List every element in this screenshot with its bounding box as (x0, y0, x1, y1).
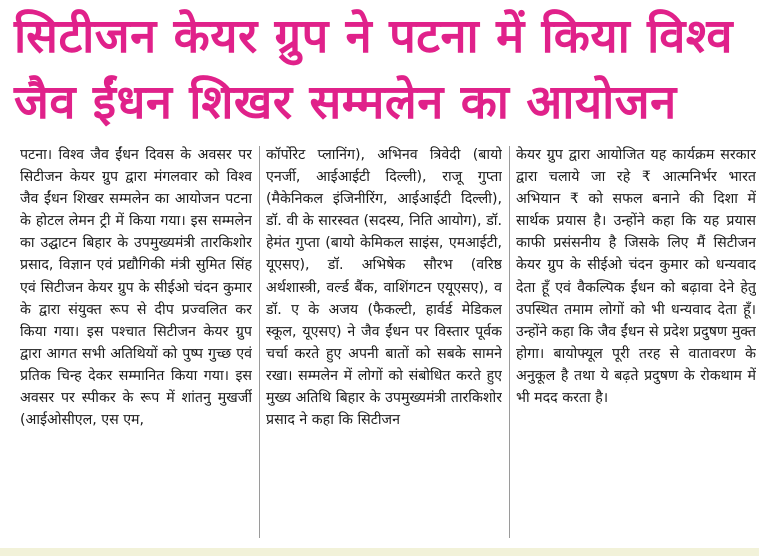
article-column-1 (20, 144, 252, 540)
headline (14, 4, 754, 136)
article-column-1-text: पटना। विश्व जैव ईंधन दिवस के अवसर पर सिटीजन केयर ग्रुप द्वारा मंगलवार को विश्व जैव ईंधन शिखर सम्मलेन का आयोजन पटना के होटल लेमन ट्री में किया गया। इस सम्मलेन का उद्घाटन बिहार के उपमुख्यमंत्री तारकिशोर प्रसाद, विज्ञान एवं प्रद्यौगिकी मंत्री सुमित सिंह एवं सिटीजन केयर ग्रुप के सीईओ चंदन कुमार के द्वारा संयुक्त रूप से दीप प्रज्वलित कर किया गया। इस पश्चात सिटीजन केयर ग्रुप द्वारा आगत सभी अतिथियों को पुष्प गुच्छ एवं प्रतिक चिन्ह देकर सम्मानित किया गया। इस अवसर पर स्पीकर के रूप में शांतनु मुखर्जी (आईओसीएल, एस एम, (20, 147, 252, 429)
page-bottom-strip (0, 548, 759, 556)
article-column-2-text: कॉर्पोरेट प्लानिंग), अभिनव त्रिवेदी (बायो एनर्जी, आईआईटी दिल्ली), राजू गुप्ता (मैकेनिकल इंजिनीरिंग, आईआईटी दिल्ली), डॉ. वी के सारस्वत (सदस्य, निति आयोग), डॉ. हेमंत गुप्ता (बायो केमिकल साइंस, एमआईटी, यूएसए), डॉ. अभिषेक सौरभ (वरिष्ठ अर्थशास्त्री, वर्ल्ड बैंक, वाशिंगटन एयूएसए), व डॉ. ए के अजय (फैकल्टी, हार्वर्ड मेडिकल स्कूल, यूएसए) ने जैव ईंधन पर विस्तार पूर्वक चर्चा करते हुए अपनी बातों को सबके सामने रखा। सम्मलेन में लोगों को संबोधित करते हुए मुख्य अतिथि बिहार के उपमुख्यमंत्री तारकिशोर प्रसाद ने कहा कि सिटीजन (266, 147, 502, 429)
headline-line-1: सिटीजन केयर ग्रुप ने पटना में किया विश्व (14, 9, 734, 64)
article-body (20, 144, 754, 544)
article-column-3-text: केयर ग्रुप द्वारा आयोजित यह कार्यक्रम सरकार द्वारा चलाये जा रहे ₹ आत्मनिर्भर भारत अभियान ₹ को सफल बनाने की दिशा में सार्थक प्रयास है। उन्होंने कहा कि यह प्रयास काफी प्रसंसनीय है जिसके लिए मैं सिटीजन केयर ग्रुप के सीईओ चंदन कुमार को धन्यवाद देता हूँ एवं वैकल्पिक ईंधन को बढ़ावा देने हेतु उपस्थित तमाम लोगों को भी धन्यवाद देता हूँ। उन्होंने कहा कि जैव ईंधन से प्रदेश प्रदुषण मुक्त होगा। बायोफ्यूल पूरी तरह से वातावरण के अनुकूल है तथा ये बढ़ते प्रदुषण के रोकथाम में भी मदद करता है। (516, 147, 756, 407)
headline-line-2: जैव ईंधन शिखर सम्मलेन का आयोजन (14, 75, 677, 130)
column-divider-2 (509, 146, 510, 538)
column-divider-1 (259, 146, 260, 538)
article-column-3 (516, 144, 756, 540)
article-column-2 (266, 144, 502, 540)
